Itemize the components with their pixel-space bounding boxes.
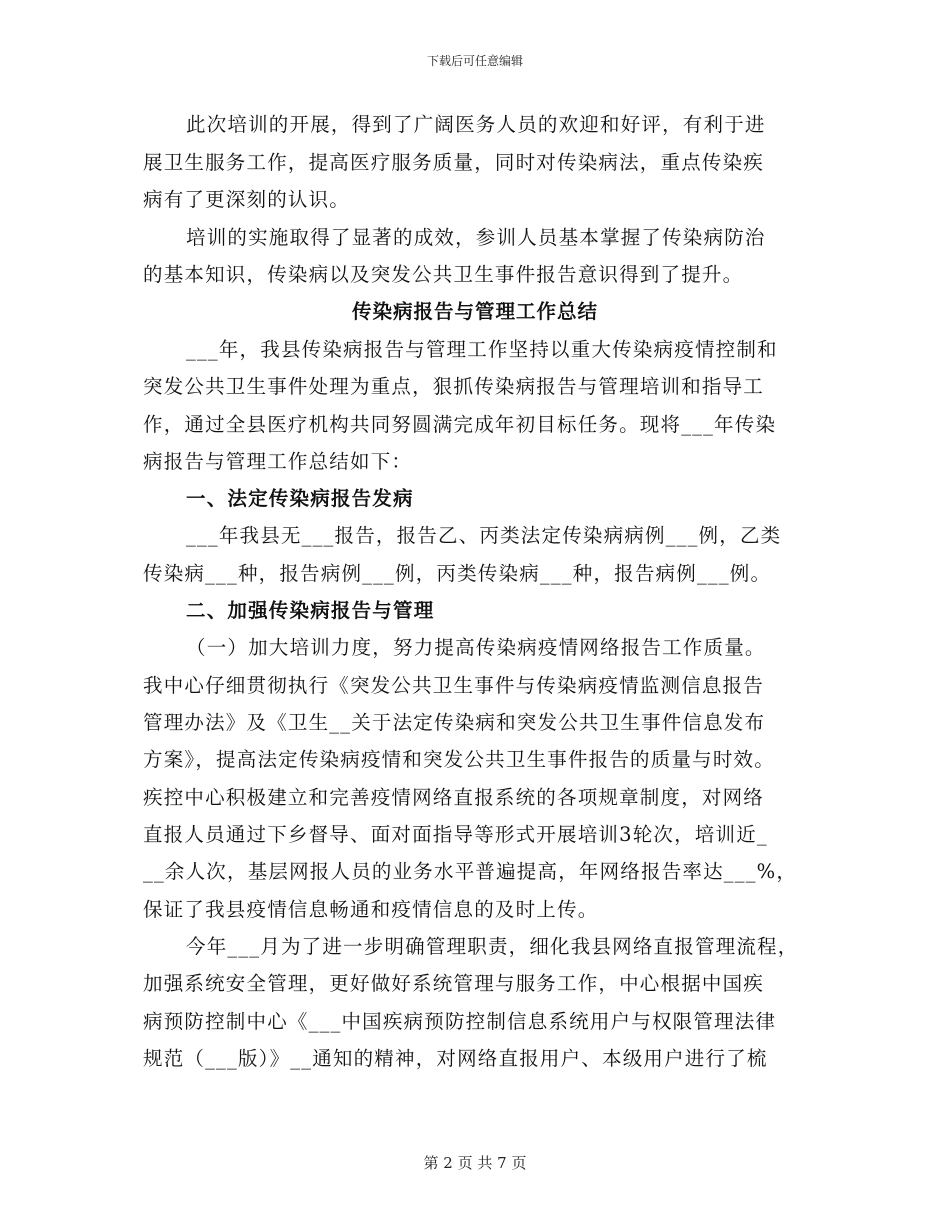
section2-heading: 二、加强传染病报告与管理	[186, 599, 435, 622]
section1-line-1: ___年我县无___报告，报告乙、丙类法定传染病病例___例，乙类	[186, 524, 782, 547]
para-last-line-4: 规范（___版）》__通知的精神，对网络直报用户、本级用户进行了梳	[143, 1047, 768, 1070]
section1-line-2: 传染病___种，报告病例___例，丙类传染病___种，报告病例___例。	[143, 562, 772, 585]
section2-line-7: __余人次，基层网报人员的业务水平普遍提高，年网络报告率达___%，	[143, 860, 798, 883]
intro-line-2: 展卫生服务工作，提高医疗服务质量，同时对传染病法，重点传染疾	[143, 151, 765, 174]
para1-line-4: 病报告与管理工作总结如下：	[143, 450, 413, 473]
intro-line-1: 此次培训的开展，得到了广阔医务人员的欢迎和好评，有利于进	[186, 113, 766, 136]
document-title: 传染病报告与管理工作总结	[351, 300, 598, 323]
intro-line-4: 培训的实施取得了显著的成效，参训人员基本掌握了传染病防治	[186, 226, 766, 249]
para-last-line-3: 病预防控制中心《___中国疾病预防控制信息系统用户与权限管理法律	[143, 1010, 777, 1033]
page-header: 下载后可任意编辑	[426, 54, 523, 68]
para1-line-2: 突发公共卫生事件处理为重点，狠抓传染病报告与管理培训和指导工	[143, 375, 765, 398]
para1-line-1: ___年，我县传染病报告与管理工作坚持以重大传染病疫情控制和	[186, 338, 778, 361]
section2-line-4: 方案》，提高法定传染病疫情和突发公共卫生事件报告的质量与时效。	[143, 748, 775, 771]
para-last-line-2: 加强系统安全管理，更好做好系统管理与服务工作，中心根据中国疾	[143, 972, 765, 995]
section2-line-1: （一）加大培训力度，努力提高传染病疫情网络报告工作质量。	[186, 636, 766, 659]
page-footer: 第 2 页 共 7 页	[423, 1154, 527, 1172]
para-last-line-1: 今年___月为了进一步明确管理职责，细化我县网络直报管理流程，	[186, 935, 799, 958]
section1-heading: 一、法定传染病报告发病	[186, 487, 414, 510]
para1-line-3: 作，通过全县医疗机构共同努圆满完成年初目标任务。现将___年传染	[143, 413, 777, 436]
section2-line-2: 我中心仔细贯彻执行《突发公共卫生事件与传染病疫情监测信息报告	[143, 674, 765, 697]
section2-line-3: 管理办法》及《卫生__关于法定传染病和突发公共卫生事件信息发布	[143, 711, 766, 734]
section2-line-6: 直报人员通过下乡督导、面对面指导等形式开展培训3轮次，培训近_	[143, 823, 768, 846]
intro-line-5: 的基本知识，传染病以及突发公共卫生事件报告意识得到了提升。	[143, 263, 744, 286]
section2-line-5: 疾控中心积极建立和完善疫情网络直报系统的各项规章制度，对网络	[143, 786, 765, 809]
intro-line-3: 病有了更深刻的认识。	[143, 188, 351, 211]
section2-line-8: 保证了我县疫情信息畅通和疫情信息的及时上传。	[143, 898, 599, 921]
